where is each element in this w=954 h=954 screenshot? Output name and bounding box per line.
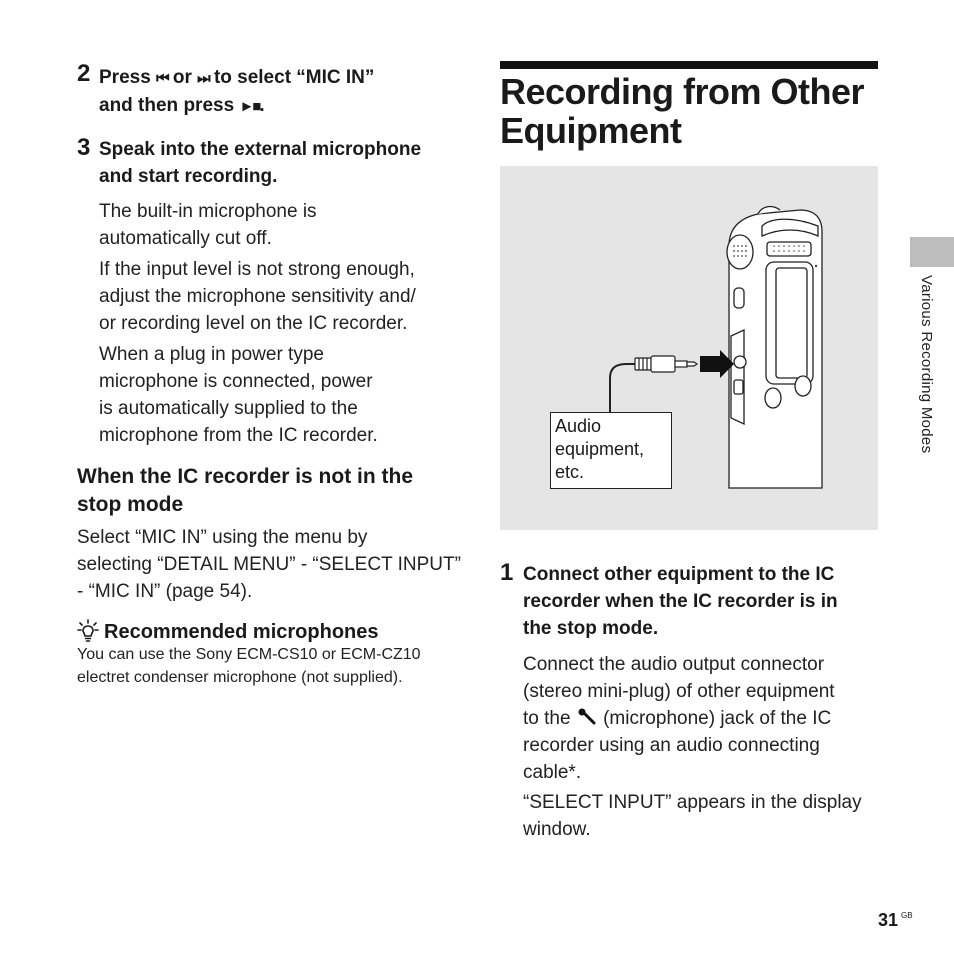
page-number xyxy=(878,910,913,931)
text-line: You can use the Sony ECM-CS10 or ECM-CZ10 xyxy=(77,646,421,663)
text-line: adjust the microphone sensitivity and/ xyxy=(99,286,416,307)
callout-line: equipment, xyxy=(555,439,645,459)
text-line: Connect the audio output connector xyxy=(523,654,825,675)
step-2-line2-suffix: . xyxy=(259,95,265,116)
text-line: - “MIC IN” (page 54). xyxy=(77,581,253,602)
audio-equipment-callout xyxy=(550,412,672,489)
step-3-title-line1: Speak into the external microphone xyxy=(99,139,422,160)
step-1-paragraph-1 xyxy=(523,651,888,786)
previous-track-icon: ⏮ xyxy=(156,70,168,87)
subsection-heading xyxy=(77,463,477,519)
section-side-label: Various Recording Modes xyxy=(918,275,935,454)
step-1-paragraph-2 xyxy=(523,789,888,843)
title-line: the stop mode. xyxy=(523,618,659,639)
text-line: cable*. xyxy=(523,762,582,783)
heading-line: When the IC recorder is not in the xyxy=(77,465,414,488)
text-line: “SELECT INPUT” appears in the display xyxy=(523,792,862,813)
text-line: When a plug in power type xyxy=(99,344,324,365)
page-number-value: 31 xyxy=(878,910,899,930)
section-tab xyxy=(910,237,954,267)
step-3-paragraph-3 xyxy=(99,341,469,449)
play-stop-icon: ►■ xyxy=(239,98,260,115)
text-line: Select “MIC IN” using the menu by xyxy=(77,527,368,548)
page-title xyxy=(500,72,900,150)
step-3-paragraph-1 xyxy=(99,198,469,252)
step-2-or-word: or xyxy=(172,67,192,88)
text-line: microphone is connected, power xyxy=(99,371,373,392)
subsection-body xyxy=(77,524,477,605)
text-line: selecting “DETAIL MENU” - “SELECT INPUT” xyxy=(77,554,461,575)
text-line: If the input level is not strong enough, xyxy=(99,259,415,280)
text-fragment: to the xyxy=(523,708,571,729)
step-3-title-line2: and start recording. xyxy=(99,166,278,187)
callout-line: etc. xyxy=(555,462,585,482)
text-line: recorder using an audio connecting xyxy=(523,735,820,756)
next-track-icon: ⏭ xyxy=(197,70,209,87)
step-2-number: 2 xyxy=(77,60,91,87)
text-line: window. xyxy=(523,819,591,840)
connection-illustration xyxy=(500,166,878,530)
title-line: recorder when the IC recorder is in xyxy=(523,591,838,612)
step-3-paragraph-2 xyxy=(99,256,469,337)
step-2-instruction xyxy=(99,64,469,120)
step-1-number: 1 xyxy=(500,559,514,586)
hint-title: Recommended microphones xyxy=(104,621,379,643)
text-line xyxy=(523,705,888,732)
text-line: The built-in microphone is xyxy=(99,201,317,222)
page-number-suffix: GB xyxy=(901,911,913,920)
text-line: electret condenser microphone (not supplied). xyxy=(77,669,403,686)
title-rule xyxy=(500,61,878,69)
text-line: microphone from the IC recorder. xyxy=(99,425,378,446)
text-line: is automatically supplied to the xyxy=(99,398,358,419)
text-line: or recording level on the IC recorder. xyxy=(99,313,408,334)
callout-line: Audio xyxy=(555,416,602,436)
hint-body xyxy=(77,643,477,689)
title-line: Equipment xyxy=(500,110,682,151)
step-2-line2-prefix: and then press xyxy=(99,95,235,116)
step-3-number: 3 xyxy=(77,134,91,161)
heading-line: stop mode xyxy=(77,493,184,516)
step-3-title xyxy=(99,136,469,190)
title-line: Recording from Other xyxy=(500,71,865,112)
text-line: (stereo mini-plug) of other equipment xyxy=(523,681,835,702)
text-line: automatically cut off. xyxy=(99,228,272,249)
microphone-icon xyxy=(576,708,598,726)
step-2-press-word: Press xyxy=(99,67,151,88)
title-line: Connect other equipment to the IC xyxy=(523,564,835,585)
step-2-to-select: to select “MIC IN” xyxy=(213,67,375,88)
step-1-title xyxy=(523,561,883,642)
text-fragment: (microphone) jack of the IC xyxy=(603,708,832,729)
